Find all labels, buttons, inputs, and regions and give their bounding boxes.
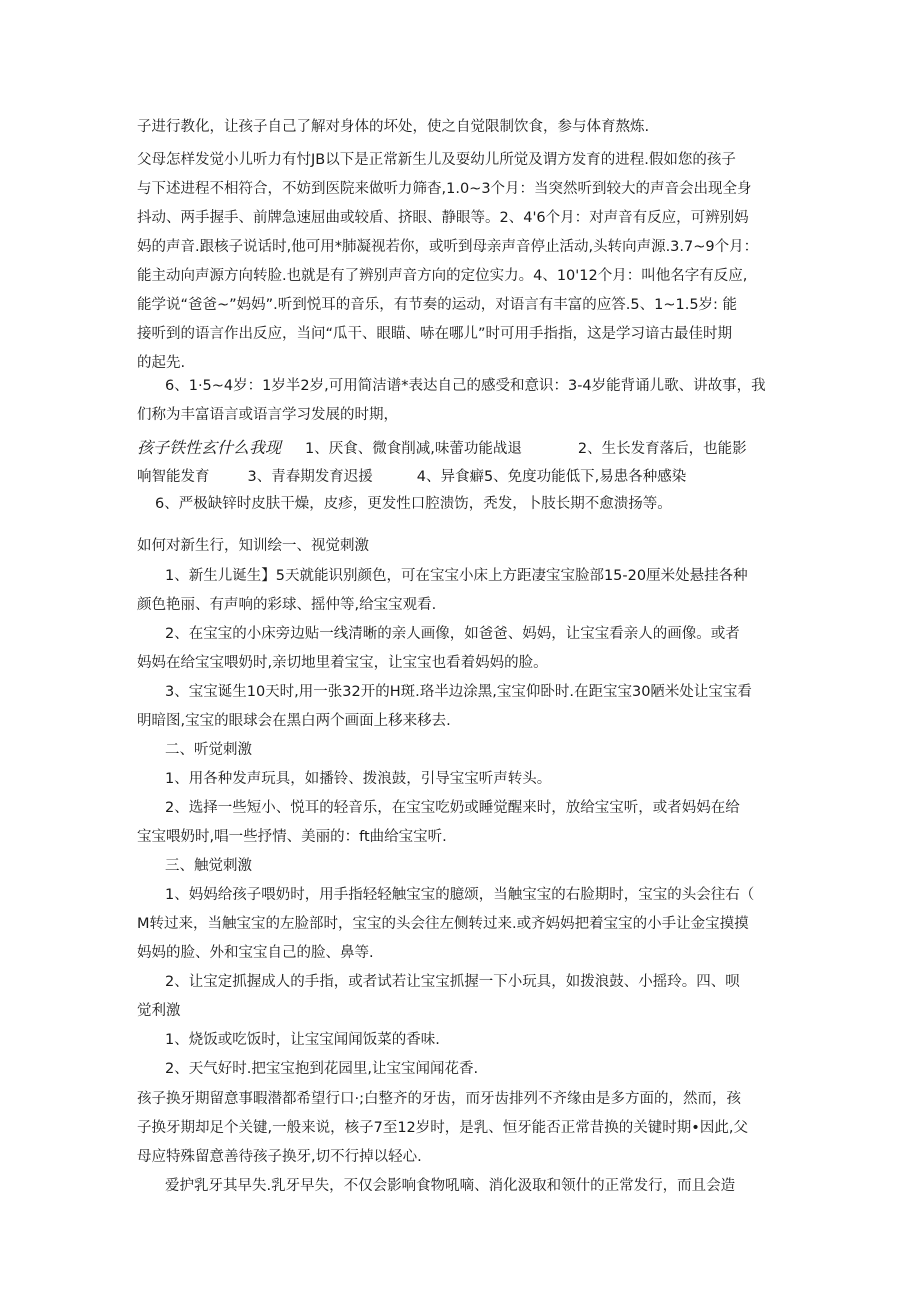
section-heading: 如何对新生行，知训绘一、视觉刺激 — [137, 538, 369, 554]
paragraph-line: 2、在宝宝的小床旁边贴一线清晰的亲人画像，如爸爸、妈妈，让宝宝看亲人的画像。或者 — [165, 626, 740, 642]
paragraph-line: 6、1·5~4岁：1岁半2岁,可用简洁谱*表达自己的感受和意识：3-4岁能背诵儿歌、讲故事，我 — [165, 378, 766, 394]
paragraph-line: 觉利激 — [137, 1003, 181, 1019]
paragraph-line: M转过来，当触宝宝的左脸部时，宝宝的头会往左侧转过来.或齐妈妈把着宝宝的小手让金宝摸摸 — [137, 916, 749, 932]
zinc-deficiency-line — [137, 438, 747, 459]
zinc-deficiency-heading: 孩子铁性玄什么我现 — [137, 438, 282, 457]
paragraph-line: 父母怎样发觉小儿听力有忖JB以下是正常新生儿及耍幼儿所觉及谓方发育的进程.假如您的孩子 — [137, 152, 736, 168]
paragraph-line: 爱护乳牙其早失.乳牙早失，不仅会影响食物吼嘀、消化汲取和领什的正常发行，而且会造 — [165, 1178, 736, 1194]
symptom-1: 1、厌食、微食削减,味蕾功能战退 — [305, 441, 522, 457]
paragraph-line: 颜色艳丽、有声响的彩球、摇仲等,给宝宝观看. — [137, 597, 437, 613]
paragraph-line: 1、妈妈给孩子喂奶时，用手指轻轻触宝宝的臆颂，当触宝宝的右脸期时，宝宝的头会往右（ — [165, 887, 755, 903]
paragraph-line: 接听到的语言作出反应，当问“瓜干、眼瞄、哧在哪儿”时可用手指指，这是学习谙古最佳时期 — [137, 326, 733, 342]
paragraph-line: 子进行教化，让孩子自己了解对身体的坏处，使之自觉限制饮食，参与体育熬炼. — [137, 119, 650, 135]
paragraph-line: 母应特殊留意善待孩子换牙,切不行掉以轻心. — [137, 1149, 422, 1165]
paragraph-line: 3、宝宝诞生10天时,用一张32开的H斑.珞半边涂黑,宝宝仰卧时.在距宝宝30陋米处让宝宝看 — [165, 684, 752, 700]
symptom-2: 2、生长发育落后，也能影 — [577, 441, 747, 457]
section-heading: 三、触觉刺激 — [165, 858, 252, 874]
paragraph-line: 们称为丰富语言或语言学习发展的时期， — [137, 407, 398, 423]
paragraph-line: 6、严极缺锌时皮肤干燥，皮疹，更发性口腔溃饬，秃发，卜肢长期不愈溃扬等。 — [155, 496, 672, 512]
symptom-line — [137, 467, 686, 487]
paragraph-line: 能主动向声源方向转脸.也就是有了辨别声音方向的定位实力。4、10'12个月：叫他名字有反应, — [137, 268, 748, 284]
paragraph-line: 子换牙期却足个关键,一般来说，核子7至12岁时，是乳、恒牙能否正常昔换的关键时期•因此,父 — [137, 1120, 748, 1136]
paragraph-line: 妈妈在给宝宝喂奶时,亲切地里着宝宝，让宝宝也看着妈妈的脸。 — [137, 655, 548, 671]
paragraph-line: 2、天气好时.把宝宝抱到花园里,让宝宝闻闻花香. — [165, 1061, 479, 1077]
paragraph-line: 能学说“爸爸~”妈妈”.听到悦耳的音乐，有节奏的运动，对语言有丰富的应答.5、1~1.5岁: 能 — [137, 297, 738, 313]
paragraph-line: 妈的声音.跟核子说话时,他可用*肺凝视若你，或听到母亲声音停止活动,头转向声源.3.7~9个月： — [137, 239, 759, 255]
paragraph-line: 明暗图,宝宝的眼球会在黑白两个画面上移来移去. — [137, 713, 451, 729]
symptom-2-cont: 响智能发育 — [137, 469, 210, 485]
paragraph-line: 宝宝喂奶时,唱一些抒情、美丽的：ft曲给宝宝听. — [137, 829, 447, 845]
paragraph-line: 1、新生儿诞生】5天就能识别颜色，可在宝宝小床上方距凄宝宝脸部15-20厘米处悬挂各种 — [165, 568, 748, 584]
symptom-4-5: 4、异食癖5、免度功能低下,易患各种感染 — [416, 469, 687, 485]
paragraph-line: 妈妈的脸、外和宝宝自己的脸、鼻等. — [137, 945, 374, 961]
paragraph-line: 2、选择一些短小、悦耳的轻音乐，在宝宝吃奶或睡觉醒来时，放给宝宝听，或者妈妈在给 — [165, 800, 740, 816]
paragraph-line: 1、烧饭或吃饭时，让宝宝闻闻饭菜的香味. — [165, 1032, 440, 1048]
paragraph-line: 与下述进程不相符合，不妨到医院来做听力筛杳,1.0~3个月：当突然听到较大的声音会出现全身 — [137, 181, 752, 197]
paragraph-line: 2、让宝定抓握成人的手指，或者试若让宝宝抓握一下小玩具，如拨浪鼓、小摇玲。四、呗 — [165, 974, 740, 990]
paragraph-line: 孩子换牙期留意事暇潜都希望行口·;白整齐的牙齿，而牙齿排列不齐缘由是多方面的，然而，孩 — [137, 1091, 741, 1107]
paragraph-line: 的起先. — [137, 355, 186, 371]
symptom-3: 3、青春期发育迟援 — [247, 469, 373, 485]
section-heading: 二、听觉刺激 — [165, 742, 252, 758]
paragraph-line: 1、用各种发声玩具，如播铃、拨浪鼓，引导宝宝听声转头。 — [165, 771, 552, 787]
paragraph-line: 抖动、两手握手、前牌急速屈曲或较盾、挤眼、静眼等。2、4'6个月：对声音有反应，可辨别妈 — [137, 210, 749, 226]
